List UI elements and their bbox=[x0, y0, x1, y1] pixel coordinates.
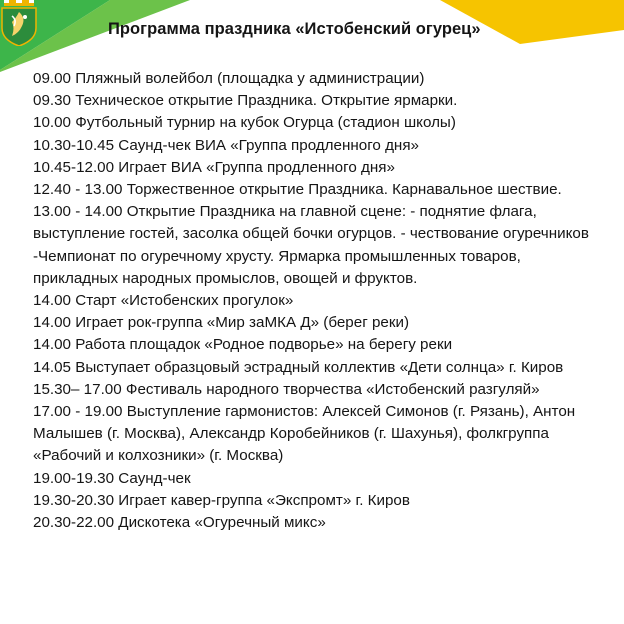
program-item: 14.00 Старт «Истобенских прогулок» bbox=[33, 292, 294, 310]
program-item: 09.30 Техническое открытие Праздника. Открытие ярмарки. bbox=[33, 92, 458, 110]
program-item: 19.00-19.30 Саунд-чек bbox=[33, 469, 191, 487]
program-item: 10.45-12.00 Играет ВИА «Группа продленного дня» bbox=[33, 158, 395, 176]
program-item: 19.30-20.30 Играет кавер-группа «Экспромт» г. Киров bbox=[33, 491, 410, 509]
program-item: 09.00 Пляжный волейбол (площадка у администрации) bbox=[33, 70, 425, 87]
program-item: 14.00 Работа площадок «Родное подворье» на берегу реки bbox=[33, 336, 453, 354]
program-item: 17.00 - 19.00 Выступление гармонистов: Алексей Симонов (г. Рязань), Антон Малышев (г. Москва), Александр Коробейников (г. Шахунья), фолкгруппа «Рабочий и колхозники» (г. Москва) bbox=[33, 403, 576, 465]
program-item: 10.30-10.45 Саунд-чек ВИА «Группа продленного дня» bbox=[33, 136, 419, 154]
program-list bbox=[33, 68, 608, 534]
program-item: 15.30– 17.00 Фестиваль народного творчества «Истобенский разгуляй» bbox=[33, 380, 540, 398]
coat-of-arms-icon bbox=[0, 0, 38, 46]
program-item: 14.05 Выступает образцовый эстрадный коллектив «Дети солнца» г. Киров bbox=[33, 358, 564, 376]
program-item: 14.00 Играет рок-группа «Мир заМКА Д» (берег реки) bbox=[33, 314, 410, 332]
program-item: 20.30-22.00 Дискотека «Огуречный микс» bbox=[33, 514, 326, 532]
page-title: Программа праздника «Истобенский огурец» bbox=[108, 20, 481, 38]
header-banner bbox=[0, 0, 624, 74]
program-item: 10.00 Футбольный турнир на кубок Огурца (стадион школы) bbox=[33, 114, 456, 132]
program-item: 12.40 - 13.00 Торжественное открытие Праздника. Карнавальное шествие. bbox=[33, 181, 562, 199]
program-item: 13.00 - 14.00 Открытие Праздника на главной сцене: - поднятие флага, выступление гостей, засолка общей бочки огурцов. - чествование огуречников -Чемпионат по огуречному хрусту. Ярмарка промышленных товаров, прикладных народных промыслов, овощей и фруктов. bbox=[33, 203, 589, 287]
